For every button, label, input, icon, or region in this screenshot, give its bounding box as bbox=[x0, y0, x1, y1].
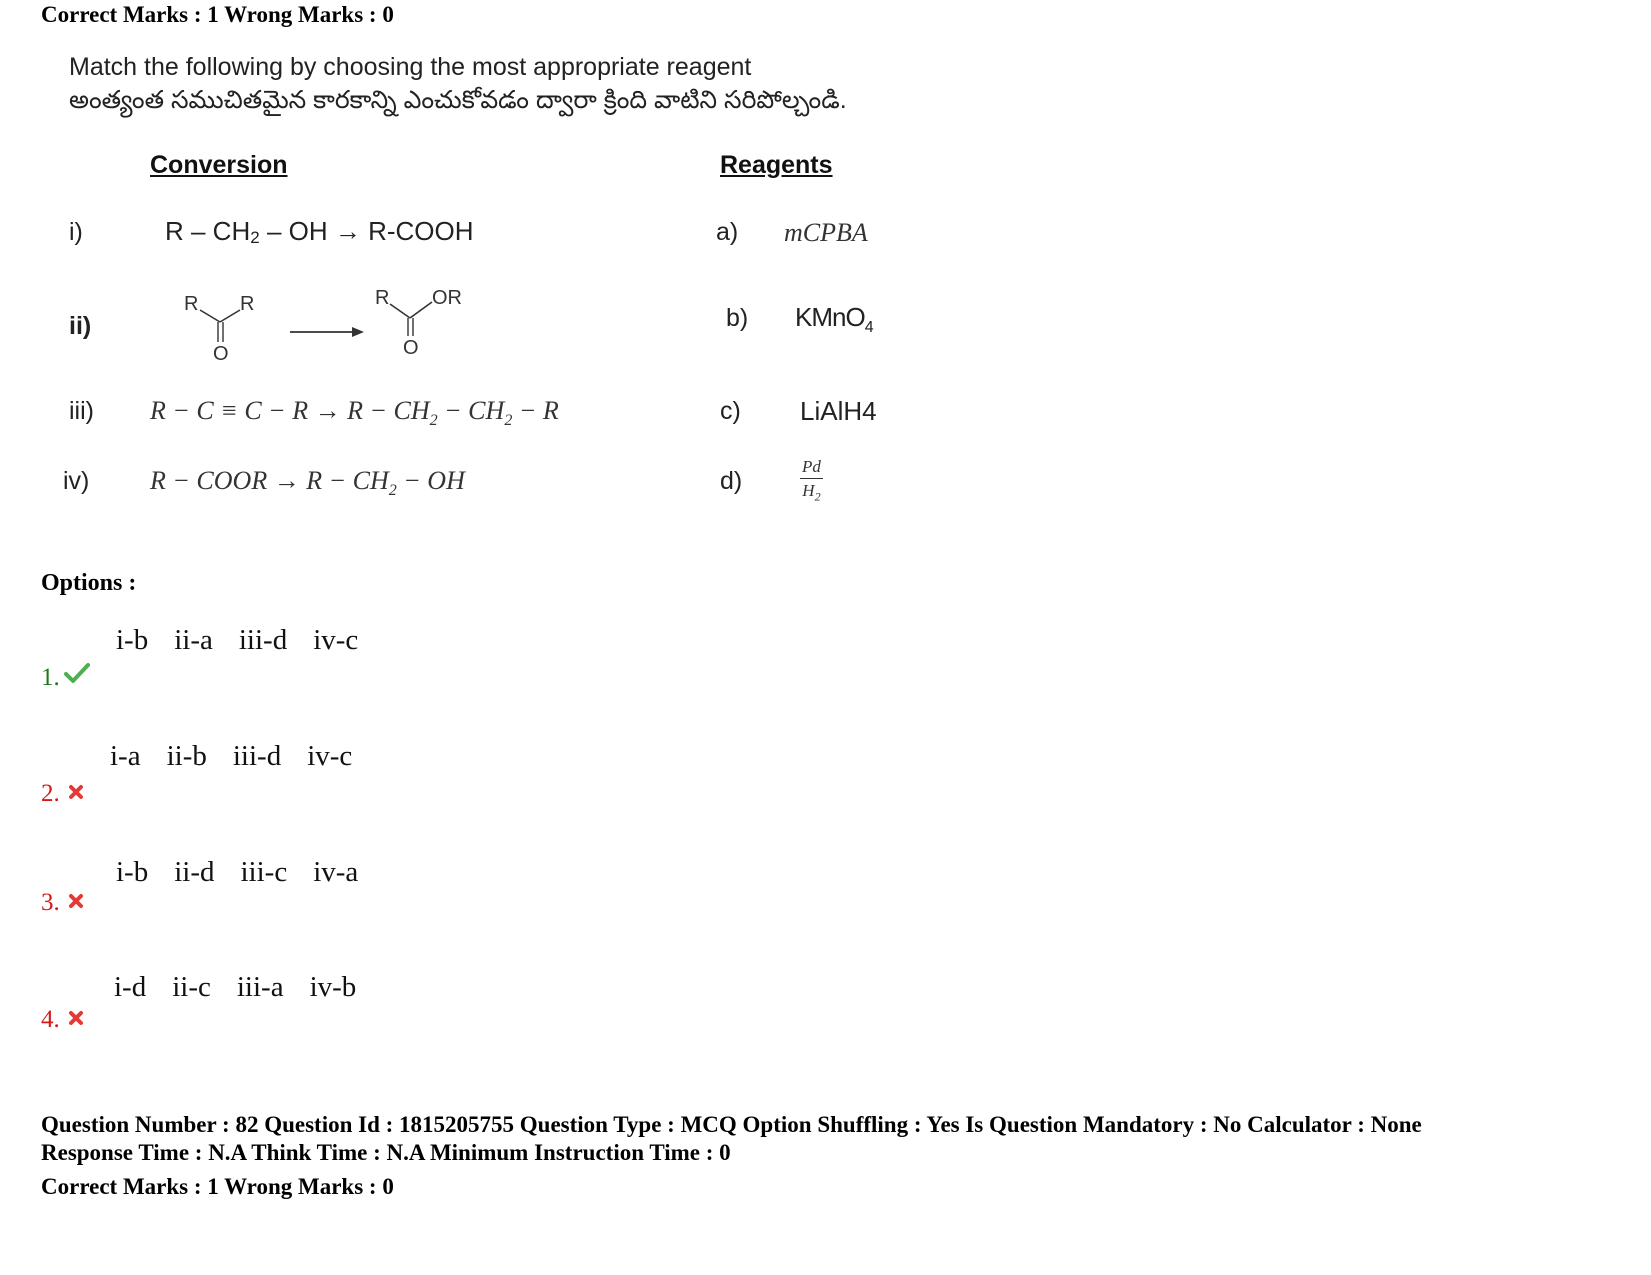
conversion-iii: $R - C \equiv C - R \to R - CH_2 - CH_2 - R$ bbox=[150, 396, 559, 430]
ester-bond-left bbox=[390, 304, 410, 318]
cross-icon bbox=[68, 784, 84, 800]
option-4-text[interactable]: i-d ii-c iii-a iv-b bbox=[114, 971, 357, 1003]
reagent-d: $\frac{Pd}{H_2}$ bbox=[802, 457, 821, 504]
reagent-label-b: b) bbox=[726, 304, 749, 332]
ketone-r1: R bbox=[184, 293, 199, 315]
reagent-c: LiAlH4 bbox=[800, 396, 877, 426]
option-4-number: 4. bbox=[41, 1006, 60, 1033]
conversion-i: R – $CH_2$ – OH → R-COOH bbox=[165, 216, 474, 247]
conversion-iv: R − COOR → $R - CH_2$ − OH bbox=[150, 466, 465, 500]
row-label-i: i) bbox=[69, 218, 83, 246]
conversion-ii-structures bbox=[170, 280, 490, 365]
question-text-telugu: అంత్యంత సముచితమైన కారకాన్ని ఎంచుకోవడం ద్వారా క్రింది వాటిని సరిపోల్చండి. bbox=[69, 86, 847, 114]
question-meta-line-1: Question Number : 82 Question Id : 1815205755 Question Type : MCQ Option Shuffling : Yes Is Question Mandatory : No Calculator : None bbox=[41, 1112, 1422, 1137]
ester-or: OR bbox=[432, 287, 462, 309]
cross-icon bbox=[68, 893, 84, 909]
ester-oxygen: O bbox=[403, 337, 419, 359]
ester-r: R bbox=[375, 287, 390, 309]
check-icon bbox=[64, 662, 90, 684]
ketone-oxygen: O bbox=[213, 343, 229, 365]
row-label-iii: iii) bbox=[69, 397, 94, 425]
option-1-text[interactable]: i-b ii-a iii-d iv-c bbox=[116, 624, 359, 656]
conversion-heading: Conversion bbox=[150, 151, 288, 179]
option-3-number: 3. bbox=[41, 889, 60, 916]
reagent-a: mCPBA bbox=[784, 218, 868, 247]
footer-marks: Correct Marks : 1 Wrong Marks : 0 bbox=[41, 1174, 394, 1199]
question-meta-line-2: Response Time : N.A Think Time : N.A Minimum Instruction Time : 0 bbox=[41, 1140, 731, 1165]
reagents-heading: Reagents bbox=[720, 151, 833, 179]
option-1-number: 1. bbox=[41, 664, 60, 691]
reagent-label-d: d) bbox=[720, 467, 743, 495]
option-3-text[interactable]: i-b ii-d iii-c iv-a bbox=[116, 856, 359, 888]
row-label-ii: ii) bbox=[69, 312, 92, 340]
reagent-label-c: c) bbox=[720, 397, 741, 425]
ketone-r2: R bbox=[240, 293, 255, 315]
option-2-number: 2. bbox=[41, 780, 60, 807]
question-text-english: Match the following by choosing the most appropriate reagent bbox=[69, 53, 752, 81]
ester-bond-right bbox=[410, 302, 432, 318]
cross-icon bbox=[68, 1010, 84, 1026]
ketone-bond-right bbox=[220, 310, 240, 322]
reagent-label-a: a) bbox=[716, 218, 739, 246]
reagent-b: KMnO$_4$ bbox=[795, 302, 873, 337]
option-2-text[interactable]: i-a ii-b iii-d iv-c bbox=[110, 740, 353, 772]
row-label-iv: iv) bbox=[63, 467, 90, 495]
options-label: Options : bbox=[41, 570, 137, 596]
ketone-bond-left bbox=[200, 310, 220, 322]
reaction-arrow-head bbox=[352, 327, 364, 337]
header-marks: Correct Marks : 1 Wrong Marks : 0 bbox=[41, 2, 394, 27]
